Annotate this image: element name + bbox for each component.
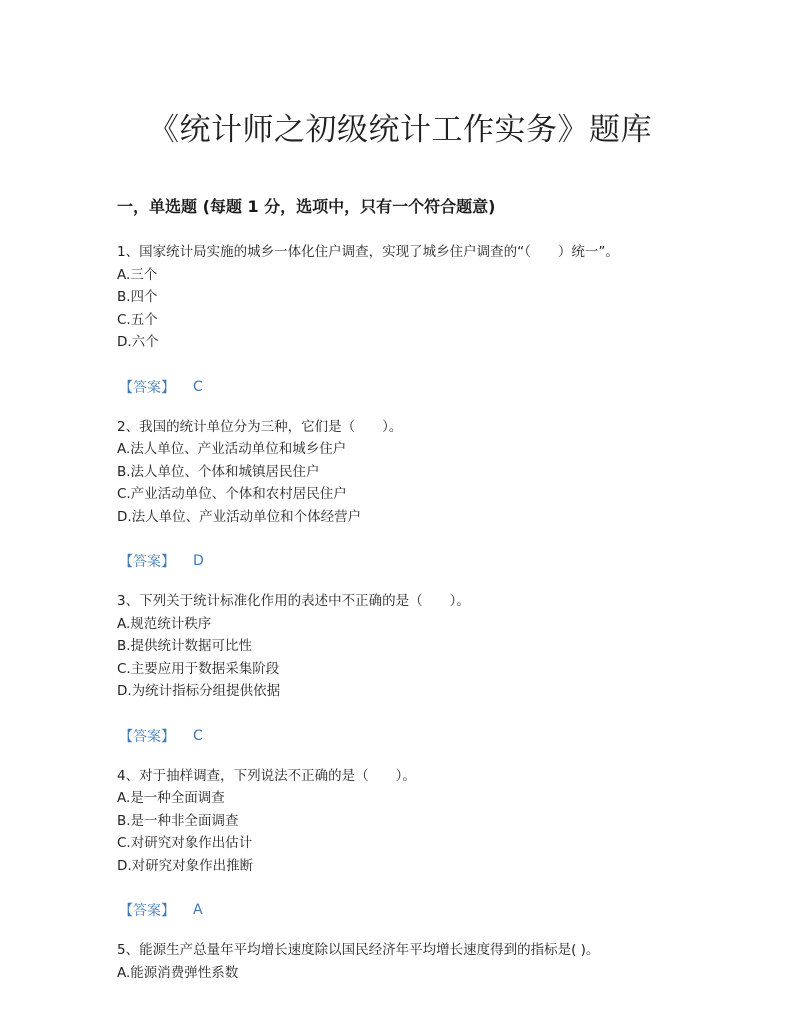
option-b: B.法人单位、个体和城镇居民住户: [117, 463, 320, 480]
answer-value: C: [193, 378, 203, 395]
option-d: D.六个: [117, 334, 159, 350]
section-heading: 一，单选题 (每题 1 分，选项中，只有一个符合题意): [117, 197, 496, 216]
option-c: C.主要应用于数据采集阶段: [117, 660, 280, 677]
answer-value: C: [193, 727, 203, 744]
answer-row: [117, 534, 717, 588]
document-title: 《统计师之初级统计工作实务》题库: [148, 112, 652, 148]
answer-label: 【答案】: [119, 728, 175, 745]
option-c: C.五个: [117, 311, 158, 328]
option-d: D.法人单位、产业活动单位和个体经营户: [117, 508, 362, 525]
option-a: A.规范统计秩序: [117, 615, 212, 632]
answer-label: 【答案】: [119, 554, 175, 570]
question-stem: 4、对于抽样调查，下列说法不正确的是（ ）。: [117, 767, 416, 784]
answer-label: 【答案】: [119, 379, 175, 396]
option-b: B.四个: [117, 289, 158, 305]
option-d: D.为统计指标分组提供依据: [117, 683, 281, 699]
question-3: [117, 590, 717, 763]
question-stem: 3、下列关于统计标准化作用的表述中不正确的是（ ）。: [117, 593, 470, 609]
option-a: A.能源消费弹性系数: [117, 964, 239, 981]
answer-value: D: [193, 553, 204, 569]
question-5: [117, 939, 717, 984]
answer-row: [117, 709, 717, 763]
question-stem: 2、我国的统计单位分为三种，它们是（ ）。: [117, 418, 403, 435]
question-stem: 1、国家统计局实施的城乡一体化住户调查，实现了城乡住户调查的“（ ）统一”。: [117, 244, 619, 260]
answer-row: [117, 360, 717, 414]
option-a: A.法人单位、产业活动单位和城乡住户: [117, 441, 347, 457]
option-b: B.是一种非全面调查: [117, 812, 239, 829]
question-4: [117, 765, 717, 938]
question-stem: 5、能源生产总量年平均增长速度除以国民经济年平均增长速度得到的指标是( )。: [117, 942, 600, 958]
answer-value: A: [193, 902, 203, 918]
question-2: [117, 416, 717, 589]
option-c: C.对研究对象作出估计: [117, 835, 253, 851]
option-b: B.提供统计数据可比性: [117, 638, 253, 654]
option-a: A.是一种全面调查: [117, 790, 225, 806]
option-a: A.三个: [117, 266, 158, 283]
answer-label: 【答案】: [119, 903, 175, 919]
question-1: [117, 241, 717, 414]
option-d: D.对研究对象作出推断: [117, 857, 254, 874]
option-c: C.产业活动单位、个体和农村居民住户: [117, 486, 347, 502]
answer-row: [117, 883, 717, 937]
question-list: [117, 241, 717, 984]
